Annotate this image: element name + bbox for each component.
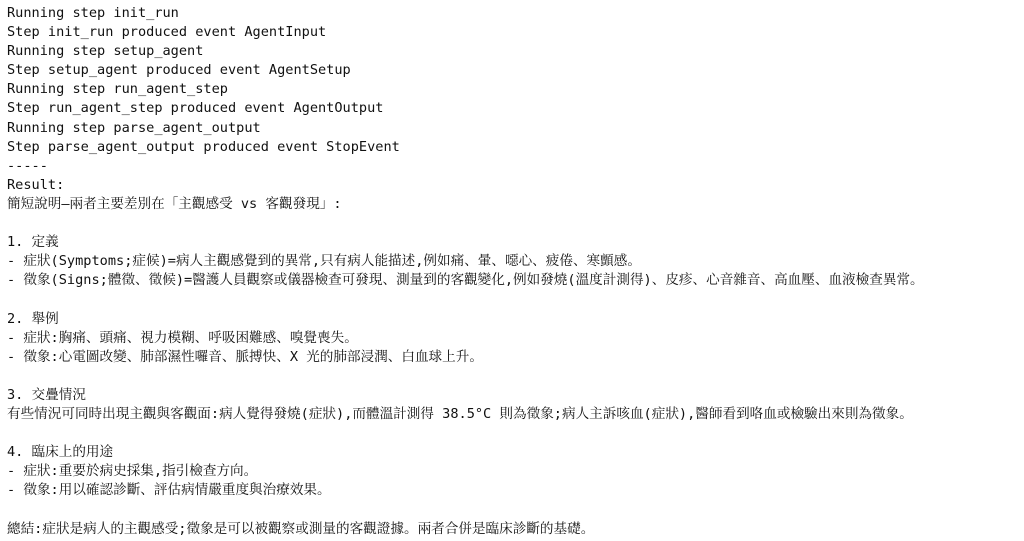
section-heading-definition: 1. 定義 bbox=[7, 234, 59, 251]
result-label: Result: bbox=[7, 176, 65, 193]
section-heading-overlap: 3. 交疊情況 bbox=[7, 386, 86, 403]
log-line: Running step run_agent_step bbox=[7, 81, 228, 98]
definition-symptoms-line: - 症狀(Symptoms;症候)=病人主觀感覺到的異常,只有病人能描述,例如痛、暈、噁心、疲倦、寒顫感。 bbox=[7, 253, 641, 270]
log-line: Step init_run produced event AgentInput bbox=[7, 24, 327, 41]
definition-signs-line: - 徵象(Signs;體徵、徵候)=醫護人員觀察或儀器檢查可發現、測量到的客觀變化,例如發燒(溫度計測得)、皮疹、心音雜音、高血壓、血液檢查異常。 bbox=[7, 272, 924, 289]
blank-line bbox=[7, 367, 1019, 386]
clinical-use-signs-line: - 徵象:用以確認診斷、評估病情嚴重度與治療效果。 bbox=[7, 482, 331, 499]
examples-signs-line: - 徵象:心電圖改變、肺部濕性囉音、脈搏快、X 光的肺部浸潤、白血球上升。 bbox=[7, 348, 483, 365]
log-line: Step run_agent_step produced event AgentOutput bbox=[7, 100, 384, 117]
examples-symptoms-line: - 症狀:胸痛、頭痛、視力模糊、呼吸困難感、嗅覺喪失。 bbox=[7, 329, 358, 346]
log-line: Step setup_agent produced event AgentSetup bbox=[7, 62, 351, 79]
separator-line: ----- bbox=[7, 157, 48, 174]
summary-line: 總結:症狀是病人的主觀感受;徵象是可以被觀察或測量的客觀證據。兩者合併是臨床診斷的基礎。 bbox=[7, 520, 595, 537]
log-line: Step parse_agent_output produced event StopEvent bbox=[7, 138, 400, 155]
result-intro: 簡短說明—兩者主要差別在「主觀感受 vs 客觀發現」: bbox=[7, 195, 342, 212]
log-line: Running step setup_agent bbox=[7, 43, 204, 60]
log-line: Running step init_run bbox=[7, 5, 179, 21]
overlap-line: 有些情況可同時出現主觀與客觀面:病人覺得發燒(症狀),而體溫計測得 38.5°C 則為徵象;病人主訴咳血(症狀),醫師看到咯血或檢驗出來則為徵象。 bbox=[7, 405, 913, 422]
blank-line bbox=[7, 290, 1019, 309]
blank-line bbox=[7, 214, 1019, 233]
section-heading-examples: 2. 舉例 bbox=[7, 310, 59, 327]
blank-line bbox=[7, 500, 1019, 519]
log-line: Running step parse_agent_output bbox=[7, 119, 261, 136]
section-heading-clinical-use: 4. 臨床上的用途 bbox=[7, 444, 114, 461]
clinical-use-symptoms-line: - 症狀:重要於病史採集,指引檢查方向。 bbox=[7, 463, 258, 480]
blank-line bbox=[7, 424, 1019, 443]
console-output bbox=[7, 4, 1019, 539]
